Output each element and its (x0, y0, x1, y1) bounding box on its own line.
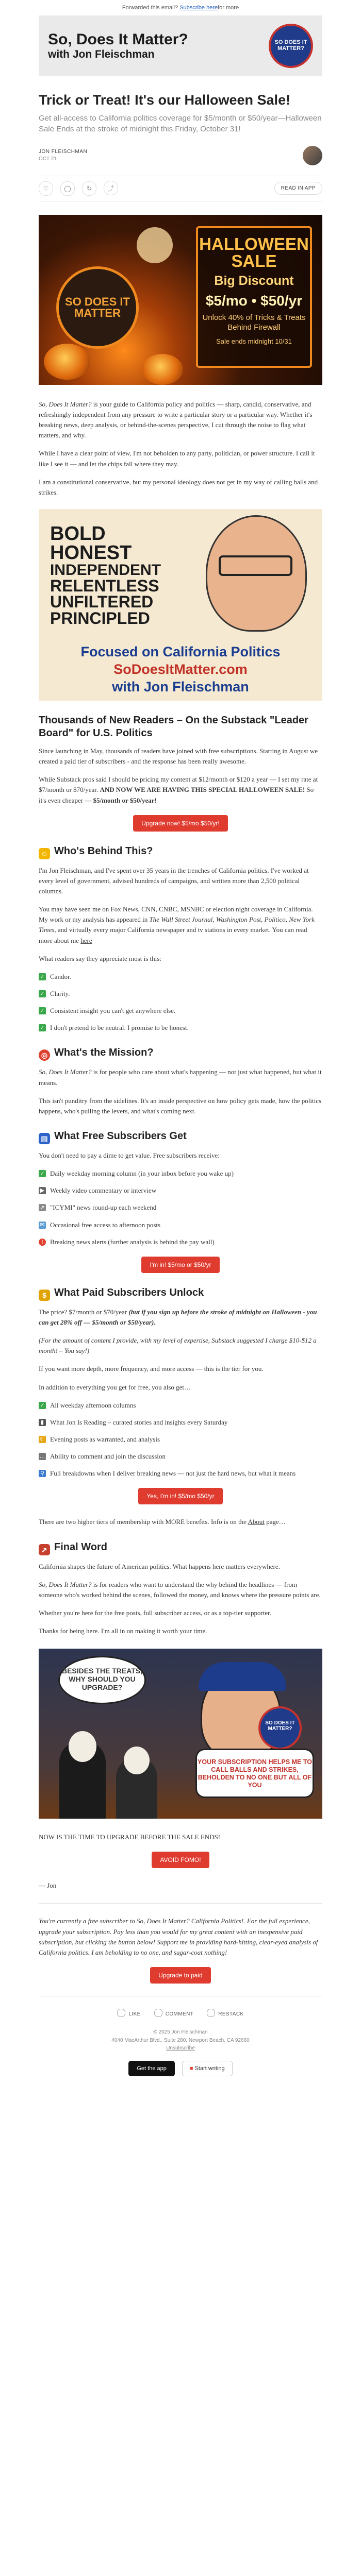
list-text: Candor. (50, 972, 71, 980)
list-item (39, 1185, 322, 1196)
upgrade-button[interactable]: Yes, I'm in! $5/mo $50/yr (138, 1488, 222, 1504)
hero-logo (56, 266, 139, 349)
avoid-fomo-button[interactable]: AVOID FOMO! (152, 1852, 209, 1868)
substack-icon: ■ (189, 2065, 195, 2072)
text: So it's even cheaper — (39, 786, 314, 804)
skull-mask (124, 1747, 150, 1774)
envelope-icon: ✉ (39, 1222, 46, 1229)
sign-unlock: Unlock 40% of Tricks & Treats Behind Firewall (202, 313, 306, 332)
alert-siren-icon: ! (39, 1239, 46, 1246)
section-heading (39, 1046, 322, 1061)
heading-text: What's the Mission? (54, 1047, 154, 1059)
footer (39, 2028, 322, 2053)
text: The price? $7/month or $70/year (39, 1308, 129, 1316)
list-text: What Jon Is Reading – curated stories and insights every Saturday (50, 1418, 228, 1426)
forward-text: Forwarded this email? (122, 5, 178, 11)
section-paragraph: California shapes the future of American politics. What happens here matters everywhere. (39, 1562, 280, 1570)
section-heading (39, 845, 322, 859)
list-text: Breaking news alerts (further analysis is behind the pay wall) (50, 1238, 215, 1246)
text-strong: AND NOW WE ARE HAVING THIS SPECIAL HALLOWEEN SALE! (100, 786, 305, 794)
pushpin-icon: ➚ (39, 1544, 50, 1555)
section-paragraph: You don't need to pay a dime to get value. Free subscribers receive: (39, 1151, 220, 1159)
comment-icon (154, 2009, 162, 2017)
comment-icon[interactable]: ◯ (60, 181, 75, 196)
list-text: Occasional free access to afternoon posts (50, 1221, 161, 1229)
section-heading (39, 1541, 322, 1555)
post-subtitle: Get all-access to California politics coverage for $5/month or $50/year—Halloween Sale Ends at the stroke of midnight this Friday, October 31! (39, 114, 322, 133)
email-body (39, 15, 322, 2076)
list-item (39, 1451, 322, 1462)
list-item (39, 1434, 322, 1445)
skull-mask (69, 1731, 96, 1762)
banner-word: BOLD (50, 523, 106, 545)
closing-cta: NOW IS THE TIME TO UPGRADE BEFORE THE SALE ENDS! (39, 1833, 221, 1841)
book-icon: ▮ (39, 1419, 46, 1426)
about-link[interactable]: here (80, 936, 92, 944)
list-item (39, 1220, 322, 1230)
glasses (219, 555, 292, 576)
banner-url: SoDoesItMatter.com (113, 662, 248, 677)
upgrade-to-paid-button[interactable]: Upgrade to paid (150, 1967, 210, 1984)
copyright: © 2025 Jon Fleischman (153, 2029, 208, 2036)
intro-paragraph (39, 399, 322, 441)
banner-word: RELENTLESS (50, 576, 159, 595)
video-icon: ▶ (39, 1187, 46, 1194)
text: is for people who care about what's happening — not just what happened, but what it means. (39, 1068, 322, 1087)
section-paragraph: What readers say they appreciate most is this: (39, 954, 161, 962)
banner-words (50, 524, 161, 626)
check-icon: ✓ (39, 1402, 46, 1409)
restack-icon (207, 2009, 215, 2017)
intro-paragraph: While I have a clear point of view, I'm not beholden to any party, politician, or power structure. I call it like I see it — and let the chips fall where they may. (39, 449, 315, 468)
restack-action[interactable] (207, 2009, 243, 2017)
forward-bar (0, 0, 361, 15)
list-item (39, 1417, 322, 1428)
section-paragraph: If you want more depth, more frequency, and more access — this is the tier for you. (39, 1365, 264, 1373)
list-text: Consistent insight you can't get anywhere else. (50, 1007, 176, 1015)
section-paragraph (39, 1307, 322, 1328)
address: 4040 MacArthur Blvd., Suite 280, Newport Beach, CA 92660 (111, 2037, 250, 2043)
text-em: So, Does It Matter? (39, 1580, 92, 1588)
comment-action[interactable] (154, 2009, 193, 2017)
money-bag-icon: $ (39, 1290, 50, 1301)
list-item (39, 1006, 322, 1016)
app-buttons (39, 2061, 322, 2076)
text-strong: (but if you sign up before the stroke of midnight on Halloween - you can get 28% off — $5/month or $50/year). (39, 1308, 317, 1326)
start-writing-button[interactable] (182, 2061, 233, 2076)
check-icon: ✓ (39, 973, 46, 980)
list-text: Clarity. (50, 989, 70, 997)
read-in-app-button[interactable]: READ IN APP (274, 182, 322, 195)
unsubscribe-link[interactable]: Unsubscribe (166, 2045, 195, 2052)
list-item (39, 1400, 322, 1411)
pumpkin (44, 344, 90, 380)
forward-suffix: for more (218, 5, 239, 11)
text: You may have seen me on Fox News, CNN, CNBC, MSNBC or election night coverage in California. My work or my analysis has appeared in (39, 905, 313, 924)
upgrade-button[interactable]: Upgrade now! $5/mo $50/yr! (133, 815, 227, 832)
section-paragraph (39, 1517, 322, 1527)
section-paragraph (39, 1580, 322, 1600)
section-paragraph: I'm Jon Fleischman, and I've spent over 35 years in the trenches of California politics. I've worked at every level of government, advised hundreds of campaigns, and written more than 2,500 political columns. (39, 866, 309, 895)
post-title[interactable]: Trick or Treat! It's our Halloween Sale! (39, 92, 291, 108)
list-item (39, 1202, 322, 1213)
about-page-link[interactable]: About (248, 1518, 265, 1526)
face-emoji-icon: ☺ (39, 848, 50, 859)
text-strong: $5/month or $50/year! (93, 796, 157, 804)
banner-focus: Focused on California Politics (80, 644, 281, 660)
heading-text: Who's Behind This? (54, 845, 153, 857)
sign-halloween: HALLOWEEN (199, 234, 309, 253)
author-avatar[interactable] (303, 146, 322, 165)
divider (39, 1903, 322, 1904)
newspaper-icon: ▤ (39, 1133, 50, 1144)
text: page… (264, 1518, 286, 1526)
signoff: — Jon (39, 1882, 57, 1890)
halloween-sale-image[interactable] (39, 215, 322, 385)
heart-icon[interactable]: ♡ (39, 181, 53, 196)
section-paragraph: This isn't punditry from the sidelines. It's an inside perspective on how policy gets made, how the politics happens, who's pulling the levers, and what's coming next. (39, 1096, 322, 1115)
section-paragraph: Since launching in May, thousands of readers have joined with free subscriptions. Starting in August we created a paid tier of subscribers - and the response has been really awesome. (39, 747, 318, 766)
heart-icon (117, 2009, 125, 2017)
banner-word: INDEPENDENT (50, 562, 161, 579)
banner-byline: with Jon Fleischman (112, 679, 249, 695)
sign-discount: Big Discount (214, 273, 294, 288)
list-item (39, 1023, 322, 1033)
section-paragraph (39, 1067, 322, 1088)
intro-paragraph: I am a constitutional conservative, but my personal ideology does not get in my way of calling balls and strikes. (39, 478, 318, 496)
start-writing-label: Start writing (194, 2065, 225, 2072)
promo-banner-image[interactable] (39, 509, 322, 701)
intro-text: is your guide to California policy and politics — sharp, candid, conservative, and refreshingly independent from any pressure to write a particular story or a particular way. Whether it's breaking news, deep analysis, or behind-the-scenes perspective, I cut through the noise to flag what matters, and why. (39, 400, 313, 439)
moon-icon: ☾ (39, 1436, 46, 1443)
like-action[interactable] (117, 2009, 140, 2017)
magnifier-icon: ⚲ (39, 1470, 46, 1477)
heading-text: Final Word (54, 1541, 107, 1553)
logo-text-top: SO DOES IT (274, 39, 307, 46)
section-paragraph (39, 774, 322, 805)
list-text: All weekday afternoon columns (50, 1401, 136, 1409)
banner-word: HONEST (50, 542, 132, 564)
list-text: Evening posts as warranted, and analysis (50, 1435, 160, 1443)
post-body (39, 399, 322, 2076)
text: is for readers who want to understand the why behind the headlines — from someone who's worked behind the scenes, followed the money, and knows where the pressure points are. (39, 1580, 321, 1599)
speech-bubble-answer: YOUR SUBSCRIPTION HELPS ME TO CALL BALLS AND STRIKES, BEHOLDEN TO NO ONE BUT ALL OF YOU (195, 1749, 314, 1798)
list-text: Daily weekday morning column (in your inbox before you wake up) (50, 1170, 234, 1178)
text: There are two higher tiers of membership with MORE benefits. Info is on the (39, 1518, 248, 1526)
check-icon: ✓ (39, 1024, 46, 1031)
share-icon[interactable]: ⤴ (104, 181, 118, 195)
sign-deadline: Sale ends midnight 10/31 (216, 337, 292, 346)
section-paragraph: Thanks for being here. I'm all in on making it worth your time. (39, 1627, 207, 1635)
logo-text-bottom: MATTER? (277, 45, 304, 52)
list-item (39, 1168, 322, 1179)
speech-bubble-question: BESIDES THE TREATS, WHY SHOULD YOU UPGRADE? (58, 1656, 146, 1704)
check-icon: ✓ (39, 990, 46, 997)
list-text: Full breakdowns when I deliver breaking news — not just the hard news, but what it means (50, 1469, 296, 1478)
text-em: The Wall Street Journal, Washington Post, Politico, New York Times, (39, 916, 315, 934)
list-item (39, 972, 322, 982)
hero-logo-line1: SO DOES IT (65, 295, 130, 308)
sale-sign (196, 226, 312, 368)
subscribe-link[interactable]: Subscribe here (179, 5, 218, 11)
post-actions (39, 176, 322, 201)
author-name[interactable]: JON FLEISCHMAN (39, 149, 88, 155)
list-text: "ICYMI" news round-up each weekend (50, 1204, 157, 1212)
text: and virtually every major California newspaper and tv stations in every market. You can read more about me (39, 926, 307, 944)
publication-logo (269, 24, 313, 68)
free-subscriber-note: You're currently a free subscriber to So, Does It Matter? California Politics!. For the full experience, upgrade your subscription. Pay less than you would for my great content with an inexpensive paid subscription, but clicking the button below! Support me in providing hard-hitting, clear-eyed analysis of California politics. I am beholding to no one, and sugar-coat nothing! (39, 1917, 318, 1956)
banner-word: UNFILTERED (50, 592, 154, 612)
subscribe-button[interactable]: I'm in! $5/mo or $50/yr (141, 1257, 219, 1273)
section-paragraph: Whether you're here for the free posts, full subscriber access, or as a top-tier supporter. (39, 1608, 272, 1617)
list-text: Weekly video commentary or interview (50, 1187, 157, 1195)
hero-logo-line2: MATTER (74, 306, 121, 319)
speech-bubble-icon: … (39, 1453, 45, 1460)
sign-price: $5/mo • $50/yr (205, 292, 303, 309)
byline (39, 146, 322, 165)
post-date: OCT 21 (39, 156, 57, 162)
heading-text: What Free Subscribers Get (54, 1130, 187, 1142)
masthead[interactable] (39, 15, 322, 76)
check-icon: ✓ (39, 1170, 46, 1177)
section-heading (39, 1130, 322, 1144)
moon (137, 227, 173, 263)
target-icon: ◎ (39, 1049, 50, 1061)
pumpkin (142, 354, 183, 385)
publication-subtitle: with Jon Fleischman (48, 48, 155, 61)
section-heading: Thousands of New Readers – On the Substack "Leader Board" for U.S. Politics (39, 715, 308, 739)
restack-icon[interactable]: ↻ (82, 181, 96, 196)
banner-word: PRINCIPLED (50, 608, 150, 628)
section-heading (39, 1286, 322, 1301)
restack-label: RESTACK (218, 2011, 244, 2018)
sign-sale: SALE (231, 251, 277, 270)
section-paragraph: In addition to everything you get for free, you also get… (39, 1383, 191, 1391)
list-item (39, 1237, 322, 1247)
list-item (39, 1468, 322, 1479)
cap (199, 1662, 286, 1691)
section-paragraph (39, 904, 322, 946)
intro-em: So, Does It Matter? (39, 400, 92, 408)
comment-label: COMMENT (165, 2011, 194, 2018)
get-app-button[interactable]: Get the app (128, 2061, 175, 2076)
check-icon: ✓ (39, 1007, 46, 1014)
list-text: Ability to comment and join the discussion (50, 1452, 166, 1461)
list-item (39, 989, 322, 999)
heading-text: What Paid Subscribers Unlock (54, 1286, 204, 1298)
footer-actions (39, 2009, 322, 2017)
text-em: So, Does It Matter? (39, 1068, 92, 1076)
section-paragraph: (For the amount of content I provide, with my level of expertise, Substack suggested I charge $10-$12 a month! – You say!) (39, 1336, 317, 1355)
list-text: I don't pretend to be neutral. I promise to be honest. (50, 1024, 189, 1032)
publication-title: So, Does It Matter? (48, 30, 188, 48)
text: While Substack pros said I should be pricing my content at $12/month or $120 a year — I set my rate at $7/month or $70/year. (39, 775, 318, 794)
pushpin-icon: ➚ (39, 1204, 46, 1211)
shirt-logo: SO DOES IT MATTER? (258, 1706, 302, 1750)
upgrade-cartoon-image[interactable] (39, 1649, 322, 1819)
like-label: LIKE (128, 2011, 141, 2018)
